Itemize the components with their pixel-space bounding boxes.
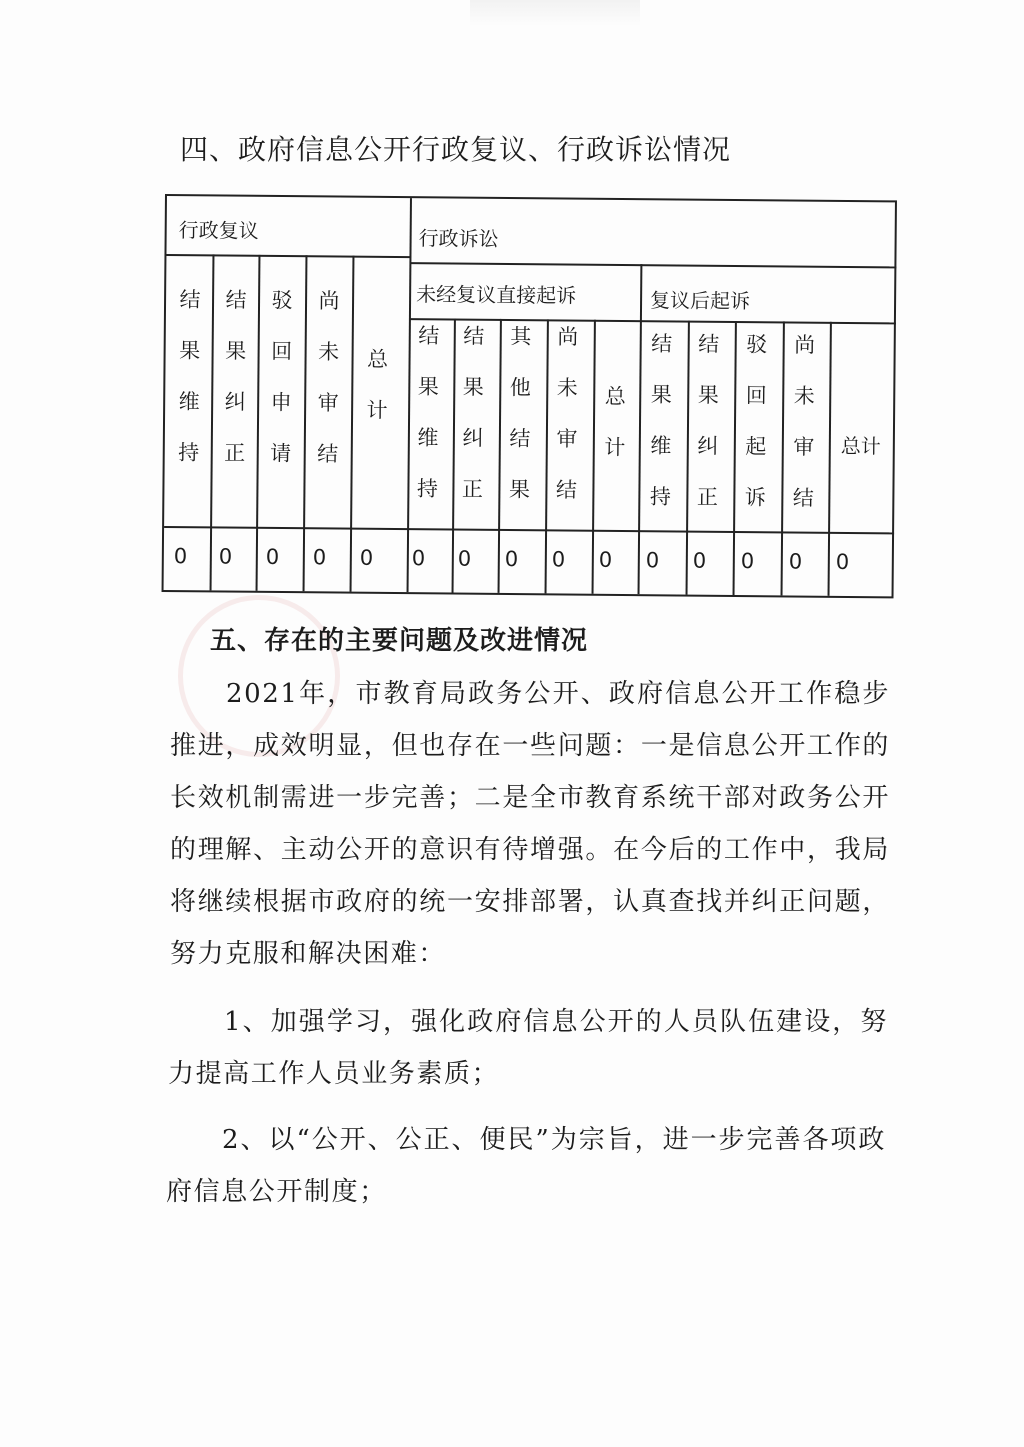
post-review-suit-header: 复议后起诉 [649,288,751,314]
review-value-pending: 0 [312,545,327,570]
review-value-rejected: 0 [265,544,280,570]
review-value-upheld: 0 [173,544,188,569]
section-heading-5: 五、存在的主要问题及改进情况 [210,626,589,656]
review-col-pending: 尚未审结 [314,289,341,494]
after-value-upheld: 0 [645,548,660,573]
direct-value-corrected: 0 [457,546,472,571]
review-col-rejected: 驳回申请 [267,288,294,494]
after-value-corrected: 0 [692,548,707,573]
review-value-total: 0 [359,545,374,570]
after-col-pending: 尚未审结 [790,333,816,538]
problems-paragraph: 2021年，市教育局政务公开、政府信息公开工作稳步推进，成效明显，但也存在一些问题：一是信息公开工作的长效机制需进一步完善；二是全市教育系统干部对政务公开的理解、主动公开的意识有待增强。在今后的工作中，我局将继续根据市政府的统一安排部署，认真查找并纠正问题，努力克服和解决困难： [170,679,890,969]
after-col-corrected: 结果纠正 [694,332,720,537]
direct-value-upheld: 0 [411,546,426,571]
review-litigation-table [162,194,897,598]
review-value-corrected: 0 [218,544,233,569]
direct-value-pending: 0 [551,547,566,572]
direct-value-other: 0 [504,546,519,572]
review-header: 行政复议 [178,218,259,243]
direct-col-total: 总计 [601,384,627,488]
after-value-total: 0 [835,549,850,574]
scan-artifact [470,0,640,26]
after-col-upheld: 结果维持 [647,332,673,537]
direct-col-other: 其他结果 [506,324,532,530]
direct-col-corrected: 结果纠正 [459,324,485,529]
review-col-total: 总计 [363,347,389,450]
section-heading-4: 四、政府信息公开行政复议、行政诉讼情况 [180,133,732,166]
direct-suit-header: 未经复议直接起诉 [416,282,577,308]
direct-value-total: 0 [598,547,613,572]
direct-col-upheld: 结果维持 [414,324,440,529]
direct-col-pending: 尚未审结 [553,325,579,530]
after-value-dismissed: 0 [740,549,755,574]
review-col-upheld: 结果维持 [175,288,202,493]
after-value-pending: 0 [788,549,803,574]
review-col-corrected: 结果纠正 [221,288,248,493]
improvement-item-1: 1、加强学习，强化政府信息公开的人员队伍建设，努力提高工作人员业务素质； [168,1007,888,1089]
litigation-header: 行政诉讼 [418,226,499,251]
improvement-item-2: 2、以“公开、公正、便民”为宗旨，进一步完善各项政府信息公开制度； [166,1125,886,1207]
after-col-total: 总计 [840,433,881,459]
after-col-dismissed: 驳回起诉 [742,333,768,538]
